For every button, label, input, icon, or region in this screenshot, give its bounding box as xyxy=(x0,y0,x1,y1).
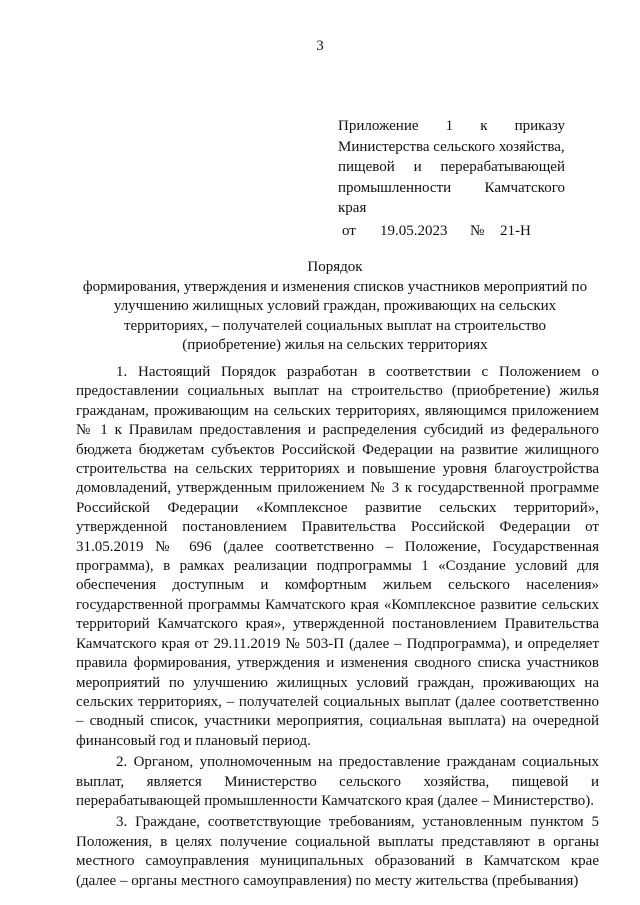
title-line: (приобретение) жилья на сельских территориях xyxy=(182,337,488,353)
title-line: Порядок xyxy=(307,259,363,275)
appendix-line: Приложение 1 к приказу xyxy=(338,118,565,134)
title-line: улучшению жилищных условий граждан, проживающих на сельских xyxy=(113,298,557,314)
title-line: формирования, утверждения и изменения списков участников мероприятий по xyxy=(82,278,588,295)
paragraph-1: 1. Настоящий Порядок разработан в соответствии с Положением о предоставлении социальных выплат на строительство (приобретение) жилья гражданам, проживающим на сельских территориях, являющимся приложением № 1 к Правилам предоставления и распределения субсидий из федерального бюджета бюджетам субъектов Российской Федерации на развитие жилищного строительства на сельских территориях и повышение уровня благоустройства домовладений, утвержденным приложением № 3 к государственной программе Российской Федерации «Комплексное развитие сельских территорий», утвержденной постановлением Правительства Российской Федерации от 31.05.2019 № 696 (далее соответственно – Положение, Государственная программа), в рамках реализации подпрограммы 1 «Создание условий для обеспечения доступным и комфортным жильем сельского населения» государственной программы Камчатского края «Комплексное развитие сельских территорий Камчатского края», утвержденной постановлением Правительства Камчатского края от 29.11.2019 № 503-П (далее – Подпрограмма), и определяет правила формирования, утверждения и изменения сводного списка участников мероприятий по улучшению жилищных условий граждан, проживающих на сельских территориях, – получателей социальных выплат (далее соответственно – сводный список, участники мероприятия, социальная выплата) на очередной финансовый год и плановый период. xyxy=(76,364,599,749)
title-line: территориях, – получателей социальных выплат на строительство xyxy=(123,317,547,334)
appendix-line: края xyxy=(338,200,367,216)
order-date: 19.05.2023 xyxy=(380,222,448,239)
document-title xyxy=(70,258,600,356)
order-number-sign: № xyxy=(470,222,485,239)
appendix-block xyxy=(338,116,565,241)
paragraph-3: 3. Граждане, соответствующие требованиям, установленным пунктом 5 Положения, в целях получение социальной выплаты представляют в органы местного самоуправления муниципальных образований в Камчатском крае (далее – органы местного самоуправления) по месту жительства (пребывания) xyxy=(76,814,599,889)
order-date-prefix: от xyxy=(342,222,356,239)
document-body xyxy=(76,363,599,893)
appendix-date-row xyxy=(338,221,565,242)
page-number: 3 xyxy=(316,38,324,54)
paragraph-2: 2. Органом, уполномоченным на предоставление гражданам социальных выплат, является Министерство сельского хозяйства, пищевой и перерабатывающей промышленности Камчатского края (далее – Министерство). xyxy=(76,754,599,809)
appendix-line: пищевой и перерабатывающей xyxy=(338,159,565,175)
order-number: 21-Н xyxy=(500,222,531,239)
appendix-line: Министерства сельского хозяйства, xyxy=(338,138,565,155)
appendix-line: промышленности Камчатского xyxy=(338,179,565,196)
